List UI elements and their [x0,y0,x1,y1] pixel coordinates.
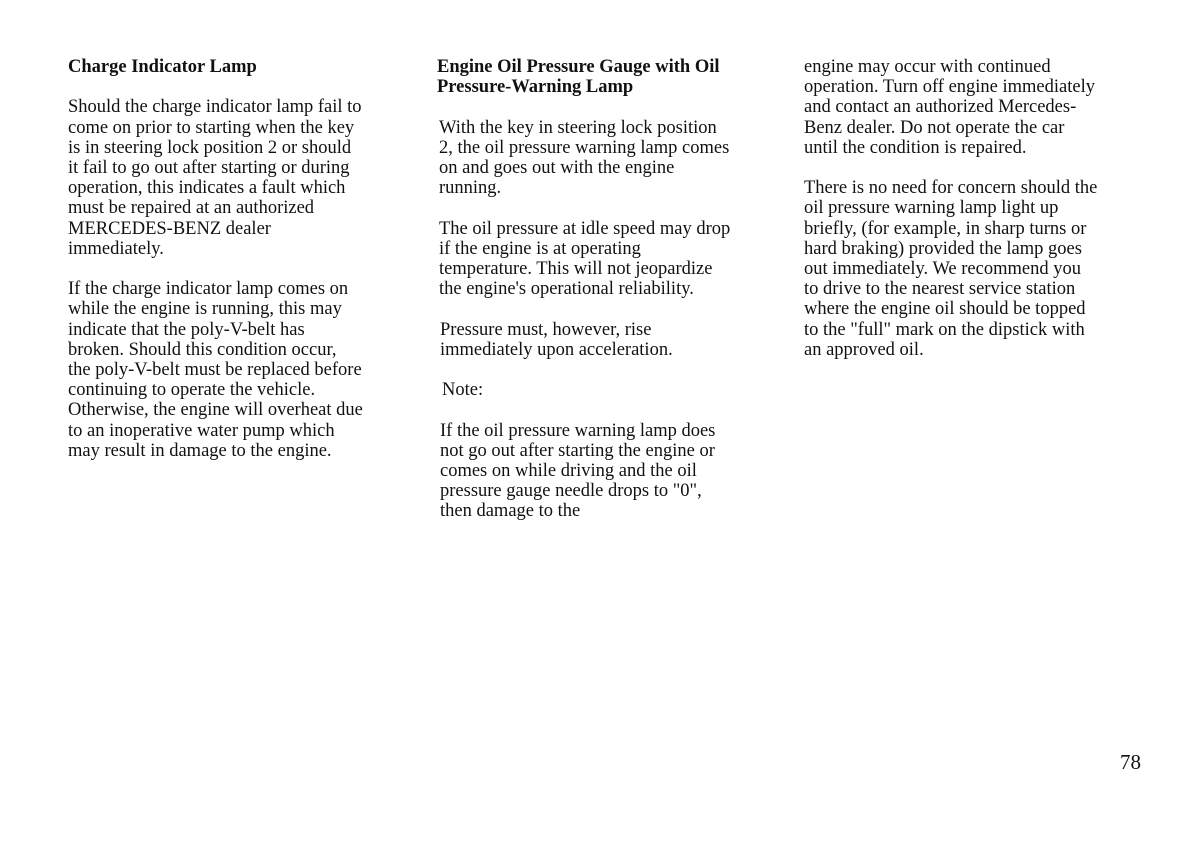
paragraph-gap [437,97,782,117]
text-line: and contact an authorized Mercedes- [804,97,1077,118]
text-line: If the charge indicator lamp comes on [68,279,349,300]
paragraph [440,320,782,360]
paragraph-gap [437,299,782,319]
text-line: to the "full" mark on the dipstick with [804,319,1085,340]
text-line: the engine's operational reliability. [439,279,694,300]
text-line: where the engine oil should be topped [804,299,1086,320]
text-line: hard braking) provided the lamp goes [804,238,1082,259]
text-line: 2, the oil pressure warning lamp comes [439,137,730,158]
paragraph [68,279,408,461]
text-line: while the engine is running, this may [68,299,342,320]
heading-line: Charge Indicator Lamp [68,57,257,77]
text-line: Note: [442,380,484,401]
text-line: operation, this indicates a fault which [68,178,346,199]
text-line: There is no need for concern should the [804,178,1098,199]
text-line: pressure gauge needle drops to "0", [440,481,702,502]
section-heading-charge-indicator-lamp [68,57,408,77]
heading-line: Engine Oil Pressure Gauge with Oil [437,57,720,77]
paragraph [68,97,408,259]
paragraph-gap [68,77,408,97]
text-line: is in steering lock position 2 or should [68,137,352,158]
text-line: to an inoperative water pump which [68,420,335,441]
text-line: it fail to go out after starting or during [68,158,350,178]
text-line: briefly, (for example, in sharp turns or [804,218,1087,239]
text-line: engine may occur with continued [804,57,1051,77]
text-line: Benz dealer. Do not operate the car [804,117,1065,138]
text-line: not go out after starting the engine or [440,440,715,461]
text-line: If the oil pressure warning lamp does [440,420,716,441]
text-line: MERCEDES-BENZ dealer [68,218,271,239]
paragraph-gap [437,198,782,218]
text-line: broken. Should this condition occur, [68,339,337,360]
text-line: temperature. This will not jeopardize [439,259,713,279]
text-line: must be repaired at an authorized [68,198,315,219]
text-line: come on prior to starting when the key [68,117,355,138]
paragraph-gap [804,158,1149,178]
note-label [440,380,782,400]
paragraph-gap [437,360,782,380]
text-line: Otherwise, the engine will overheat due [68,400,363,421]
heading-line: Pressure-Warning Lamp [437,77,634,98]
text-line: on and goes out with the engine [439,158,675,178]
text-line: until the condition is repaired. [804,137,1027,158]
text-line: out immediately. We recommend you [804,259,1081,280]
text-line: With the key in steering lock position [439,117,717,138]
paragraph [804,57,1149,158]
text-line: The oil pressure at idle speed may drop [439,218,731,239]
text-line: operation. Turn off engine immediately [804,77,1095,98]
text-line: immediately upon acceleration. [440,339,673,360]
paragraph [439,118,782,199]
section-heading-oil-pressure-gauge [437,57,782,97]
text-line: may result in damage to the engine. [68,440,332,461]
text-line: comes on while driving and the oil [440,460,697,481]
text-line: indicate that the poly-V-belt has [68,319,305,340]
paragraph [439,219,782,300]
text-line: continuing to operate the vehicle. [68,380,316,401]
column-1 [68,57,408,461]
column-2 [437,57,782,522]
page-number: 78 [1120,750,1141,774]
paragraph [440,421,782,522]
text-line: Should the charge indicator lamp fail to [68,97,362,118]
text-line: an approved oil. [804,339,924,360]
text-line: Pressure must, however, rise [440,319,652,340]
text-line: to drive to the nearest service station [804,279,1076,300]
paragraph-gap [437,400,782,420]
text-line: if the engine is at operating [439,238,641,259]
text-line: the poly-V-belt must be replaced before [68,360,362,381]
column-3 [804,57,1149,360]
paragraph [804,178,1149,360]
text-line: running. [439,178,502,199]
text-line: then damage to the [440,501,581,522]
text-line: oil pressure warning lamp light up [804,198,1059,219]
text-line: immediately. [68,238,164,259]
paragraph-gap [68,259,408,279]
